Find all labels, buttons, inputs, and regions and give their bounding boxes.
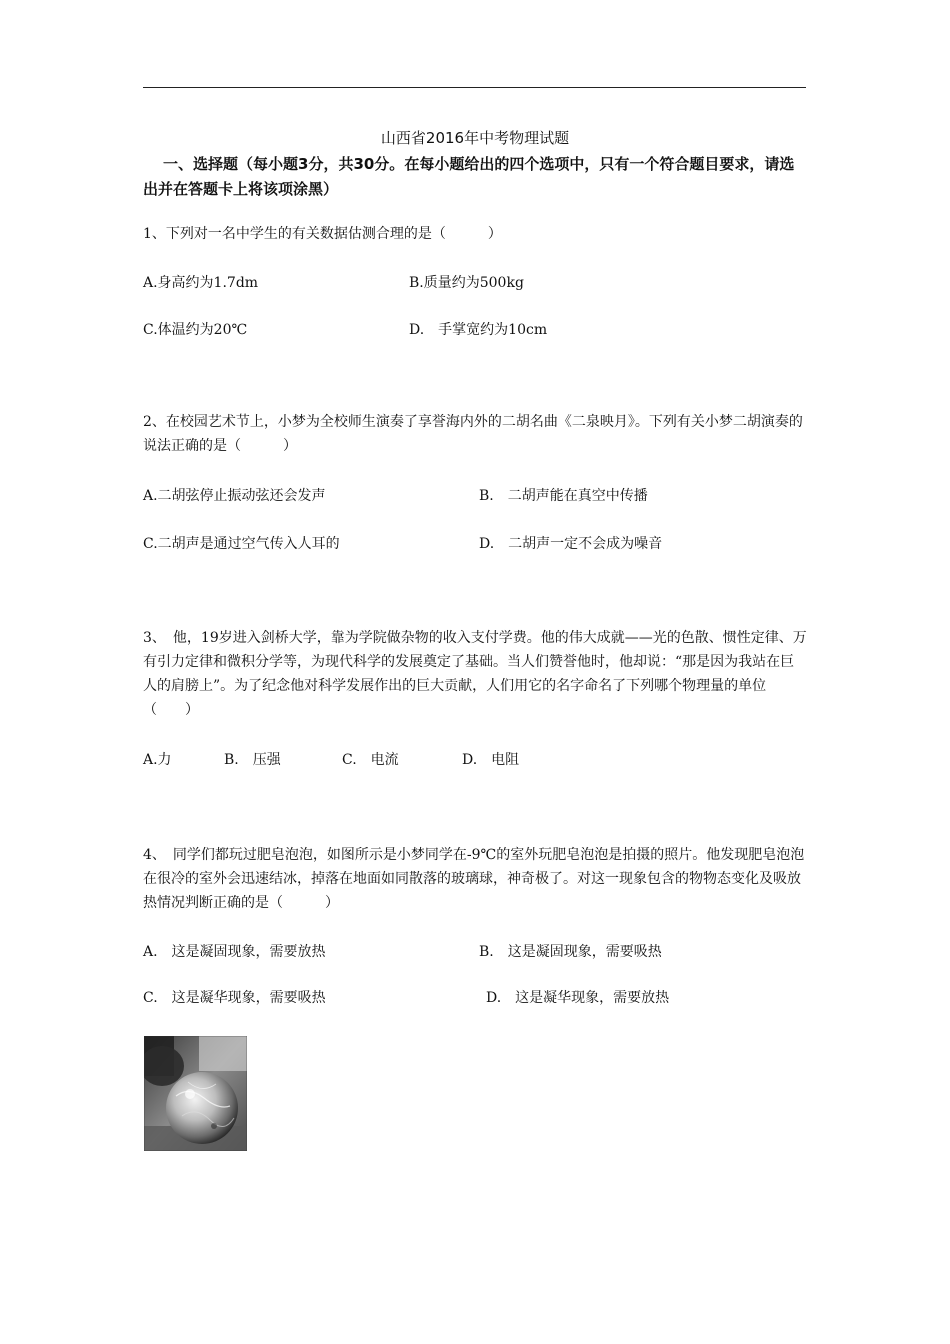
question-1-option-c: C.体温约为20℃ bbox=[143, 322, 248, 338]
question-4-option-b: B. 这是凝固现象，需要吸热 bbox=[479, 944, 662, 960]
question-2-option-a: A.二胡弦停止振动弦还会发声 bbox=[143, 488, 326, 504]
question-2-option-b: B. 二胡声能在真空中传播 bbox=[479, 488, 648, 504]
question-3-option-c: C. 电流 bbox=[342, 752, 399, 768]
question-2-option-c: C.二胡声是通过空气传入人耳的 bbox=[143, 536, 340, 552]
question-4-stem: 4、 同学们都玩过肥皂泡泡，如图所示是小梦同学在-9℃的室外玩肥皂泡泡是拍摄的照片。他发现肥皂泡泡在很冷的室外会迅速结冰，掉落在地面如同散落的玻璃球，神奇极了。对这一现象包含的物物态变化及吸放热情况判断正确的是（ ） bbox=[143, 847, 805, 911]
question-2-option-d: D. 二胡声一定不会成为噪音 bbox=[479, 536, 663, 552]
question-2-stem: 2、在校园艺术节上，小梦为全校师生演奏了享誉海内外的二胡名曲《二泉映月》。下列有关小梦二胡演奏的说法正确的是（ ） bbox=[143, 414, 803, 454]
question-1-stem: 1、下列对一名中学生的有关数据估测合理的是（ ） bbox=[143, 226, 502, 242]
page-title: 山西省2016年中考物理试题 bbox=[380, 129, 570, 147]
question-4-option-d: D. 这是凝华现象，需要放热 bbox=[486, 990, 670, 1006]
question-3-option-a: A.力 bbox=[143, 752, 172, 768]
question-1-option-d: D. 手掌宽约为10cm bbox=[409, 322, 548, 338]
question-3-stem: 3、 他，19岁进入剑桥大学，靠为学院做杂物的收入支付学费。他的伟大成就——光的色散、惯性定律、万有引力定律和微积分学等，为现代科学的发展奠定了基础。当人们赞誉他时，他却说：“那是因为我站在巨人的肩膀上”。为了纪念他对科学发展作出的巨大贡献，人们用它的名字命名了下列哪个物理量的单位（ ） bbox=[143, 630, 807, 718]
header-rule bbox=[143, 87, 806, 88]
frozen-bubble-image bbox=[144, 1036, 247, 1151]
frozen-bubble-photo bbox=[144, 1036, 247, 1151]
question-4-option-a: A. 这是凝固现象，需要放热 bbox=[143, 944, 326, 960]
question-3-option-d: D. 电阻 bbox=[462, 752, 520, 768]
question-3-option-b: B. 压强 bbox=[224, 752, 281, 768]
section-heading: 一、选择题（每小题3分，共30分。在每小题给出的四个选项中，只有一个符合题目要求，请选出并在答题卡上将该项涂黑） bbox=[143, 155, 795, 198]
question-1-option-a: A.身高约为1.7dm bbox=[143, 275, 259, 291]
question-4-option-c: C. 这是凝华现象，需要吸热 bbox=[143, 990, 326, 1006]
question-1-option-b: B.质量约为500kg bbox=[409, 275, 524, 291]
